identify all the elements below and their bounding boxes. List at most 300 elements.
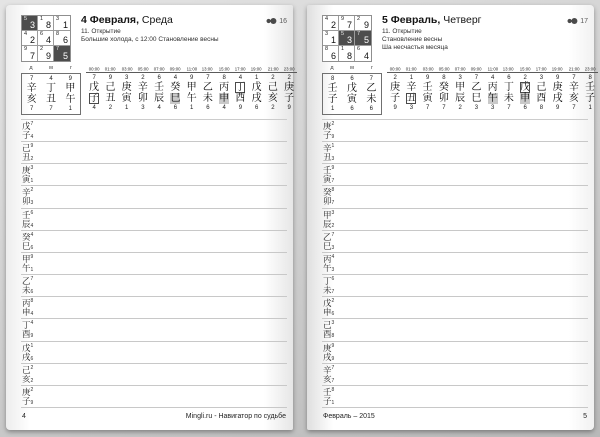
- star-main-number: 5: [62, 51, 68, 61]
- page-number: 5: [583, 413, 587, 420]
- star-small-number: 5: [24, 16, 28, 22]
- row-stem-number: 3: [331, 209, 335, 216]
- star-small-number: 3: [325, 31, 329, 37]
- pillar-bottom-number: 1: [68, 106, 72, 112]
- earthly-branch: 午: [323, 262, 332, 273]
- row-hour-pillar: [323, 122, 337, 140]
- planner-row: [21, 364, 287, 386]
- hour-bottom-number: 4: [157, 105, 161, 111]
- row-stem-number: 6: [331, 276, 335, 283]
- hour-column: [216, 74, 232, 112]
- star-main-number: 1: [330, 35, 336, 45]
- earthly-branch: 酉: [22, 329, 31, 340]
- row-branch: [323, 397, 337, 406]
- planner-row: [322, 275, 588, 297]
- heavenly-stem: 己: [323, 320, 332, 331]
- hour-top-number: 9: [108, 75, 113, 81]
- hours-group: [86, 65, 297, 114]
- star-main-number: 1: [62, 20, 68, 30]
- flying-star-cell: [339, 46, 355, 61]
- row-stem-number: 9: [331, 342, 335, 349]
- hour-column: [582, 74, 598, 112]
- row-branch-number: 2: [331, 222, 335, 229]
- pillar-label: м: [49, 65, 53, 71]
- heavenly-stem: 甲: [186, 82, 197, 93]
- planner-rows: [21, 119, 287, 408]
- hour-times: [387, 65, 598, 73]
- row-stem-number: 1: [331, 143, 335, 150]
- hour-top-number: 8: [222, 75, 226, 81]
- hour-top-number: 4: [490, 75, 495, 81]
- lunar-day: [266, 13, 287, 25]
- planner-row: [322, 297, 588, 319]
- row-branch-number: 1: [331, 399, 335, 406]
- planner-row: [322, 386, 588, 408]
- hour-bottom-number: 7: [442, 105, 446, 111]
- date-label: 5 Февраль,: [382, 14, 441, 26]
- star-main-number: 6: [62, 35, 68, 45]
- star-main-number: 5: [363, 35, 369, 45]
- heavenly-stem: 壬: [585, 82, 596, 93]
- star-small-number: 8: [325, 46, 329, 52]
- earthly-branch: 巳: [170, 93, 181, 104]
- heavenly-stem: 癸: [170, 82, 181, 93]
- day-month-year-pillars: [21, 73, 81, 115]
- pillar-column: [342, 75, 361, 113]
- lunar-day-number: 17: [580, 17, 588, 25]
- row-hour-pillar: [323, 299, 337, 317]
- hour-bottom-number: 4: [92, 105, 96, 111]
- pillar-column: [22, 75, 41, 113]
- hour-time-label: 13:00: [202, 67, 213, 72]
- hour-top-number: 7: [474, 75, 479, 81]
- pillar-label: м: [350, 65, 354, 71]
- page-content: [6, 5, 293, 430]
- pillar-label: г: [370, 65, 373, 71]
- row-branch-number: 4: [30, 311, 34, 318]
- hour-column: [151, 74, 167, 112]
- flying-star-cell: [355, 46, 371, 61]
- flying-star-cell: [38, 46, 54, 61]
- flying-star-cell: [355, 16, 371, 31]
- hour-bottom-number: 7: [425, 105, 430, 111]
- star-small-number: 2: [40, 46, 44, 52]
- earthly-branch: 申: [22, 307, 31, 318]
- star-small-number: 3: [56, 16, 60, 22]
- hour-bottom-number: 2: [458, 105, 462, 111]
- row-stem-number: 2: [30, 187, 34, 194]
- earthly-branch: 卯: [137, 93, 148, 104]
- earthly-branch: 子: [390, 93, 401, 104]
- star-main-number: 8: [346, 51, 352, 61]
- heavenly-stem: 乙: [202, 82, 213, 93]
- row-hour-pillar: [323, 344, 337, 362]
- pillar-label: г: [69, 65, 72, 71]
- row-branch-number: 6: [331, 311, 335, 318]
- row-branch-number: 2: [30, 156, 34, 163]
- row-branch: [22, 175, 36, 184]
- earthly-branch: 午: [65, 94, 76, 105]
- earthly-branch: 辰: [323, 218, 332, 229]
- star-small-number: 4: [325, 16, 329, 22]
- hour-column: [200, 74, 216, 112]
- pillar-top-number: 7: [29, 76, 34, 82]
- page-left: [6, 5, 293, 430]
- heavenly-stem: 戊: [520, 82, 531, 93]
- flying-star-square: [21, 15, 71, 62]
- hour-bottom-number: 7: [572, 105, 576, 111]
- row-hour-pillar: [22, 144, 36, 162]
- row-stem-number: 8: [331, 187, 335, 194]
- star-main-number: 9: [45, 51, 51, 61]
- hour-column: [517, 74, 533, 112]
- row-hour-pillar: [22, 233, 36, 251]
- hour-time-label: 09:00: [170, 67, 181, 72]
- page-title: [382, 14, 567, 26]
- flying-star-square: [322, 15, 372, 62]
- hour-column: [135, 74, 151, 112]
- row-stem-number: 9: [30, 253, 34, 260]
- earthly-branch: 卯: [438, 93, 449, 104]
- hour-time-label: 17:00: [535, 67, 547, 72]
- hour-top-number: 3: [539, 75, 544, 81]
- flying-star-cell: [22, 31, 38, 46]
- row-branch-number: 9: [331, 355, 335, 362]
- planner-row: [322, 364, 588, 386]
- hour-column: [249, 74, 265, 112]
- hour-time-label: 11:00: [487, 67, 498, 72]
- hours-group: [387, 65, 598, 114]
- earthly-branch: 酉: [323, 329, 332, 340]
- earthly-branch: 丑: [105, 93, 116, 104]
- pillar-top-number: 8: [330, 76, 335, 82]
- heavenly-stem: 辛: [323, 143, 332, 154]
- row-branch: [323, 197, 337, 206]
- pillar-column: [362, 75, 381, 113]
- hour-column: [468, 74, 484, 112]
- pillar-bottom-number: 7: [29, 106, 34, 112]
- pillar-bottom-number: 7: [49, 106, 53, 112]
- planner-row: [21, 142, 287, 164]
- pillar-column: [61, 75, 80, 113]
- earthly-branch: 寅: [346, 94, 357, 105]
- heavenly-stem: 乙: [22, 276, 31, 287]
- hour-top-number: 6: [507, 75, 511, 81]
- pillar-label: д: [330, 65, 334, 71]
- row-branch-number: 6: [30, 289, 34, 296]
- heavenly-stem: 己: [536, 82, 547, 93]
- planner-row: [322, 120, 588, 142]
- row-branch-number: 3: [331, 244, 335, 251]
- planner-row: [21, 253, 287, 275]
- heavenly-stem: 甲: [65, 83, 76, 94]
- planner-row: [21, 164, 287, 186]
- hour-top-number: 4: [173, 75, 178, 81]
- heavenly-stem: 辛: [26, 83, 37, 94]
- star-main-number: 3: [346, 35, 352, 45]
- day-month-year-pillars: [322, 73, 382, 115]
- hour-time-label: 01:00: [406, 67, 417, 72]
- row-stem-number: 2: [331, 121, 335, 127]
- row-hour-pillar: [323, 388, 337, 406]
- flying-star-cell: [54, 16, 70, 31]
- pillar-bottom-number: 1: [330, 106, 335, 112]
- day-notes: [81, 28, 266, 44]
- hour-time-label: 21:00: [267, 67, 279, 72]
- row-branch: [22, 242, 36, 251]
- row-hour-pillar: [22, 277, 36, 295]
- row-stem-number: 2: [30, 364, 34, 371]
- planner-row: [21, 342, 287, 364]
- heavenly-stem: 丁: [22, 320, 31, 331]
- row-branch-number: 3: [30, 200, 34, 207]
- heavenly-stem: 壬: [323, 386, 332, 397]
- row-hour-pillar: [22, 255, 36, 273]
- hour-column: [387, 74, 403, 112]
- hour-pillars-table: [21, 65, 295, 114]
- dmy-pillars-group: [21, 65, 81, 114]
- row-branch-number: 4: [30, 134, 34, 140]
- heavenly-stem: 己: [22, 143, 31, 154]
- flying-star-cell: [22, 16, 38, 31]
- flying-star-cell: [339, 16, 355, 31]
- page-header: [322, 13, 588, 65]
- hour-time-label: 21:00: [568, 67, 580, 72]
- hour-columns: [86, 73, 297, 112]
- hour-column: [566, 74, 582, 112]
- earthly-branch: 酉: [536, 93, 547, 104]
- flying-star-cell: [339, 31, 355, 46]
- star-small-number: 9: [24, 46, 28, 52]
- hour-time-label: 15:00: [218, 67, 230, 72]
- hour-time-label: 05:00: [438, 67, 450, 72]
- dmy-pillars-group: [322, 65, 382, 114]
- row-hour-pillar: [22, 321, 36, 339]
- star-main-number: 9: [363, 20, 369, 30]
- heavenly-stem: 辛: [323, 364, 332, 375]
- hour-column: [403, 74, 419, 112]
- row-hour-pillar: [323, 211, 337, 229]
- row-hour-pillar: [22, 166, 36, 184]
- planner-row: [322, 164, 588, 186]
- row-branch-number: 7: [331, 178, 335, 185]
- earthly-branch: 子: [22, 395, 31, 406]
- moon-phase-icon: [567, 17, 578, 25]
- pillar-column: [323, 75, 342, 113]
- star-small-number: 7: [357, 31, 361, 37]
- pillar-labels: [322, 65, 382, 73]
- earthly-branch: 丑: [406, 93, 417, 104]
- star-small-number: 9: [341, 16, 345, 22]
- hour-column: [501, 74, 517, 112]
- planner-row: [322, 231, 588, 253]
- star-small-number: 5: [341, 31, 345, 37]
- heavenly-stem: 壬: [154, 82, 165, 93]
- star-main-number: 2: [330, 20, 336, 30]
- planner-row: [322, 342, 588, 364]
- row-hour-pillar: [323, 166, 337, 184]
- hour-bottom-number: 2: [108, 105, 113, 111]
- pillar-bottom-number: 6: [369, 106, 373, 112]
- hour-top-number: 9: [555, 75, 560, 81]
- planner-row: [322, 209, 588, 231]
- hour-top-number: 7: [92, 75, 96, 81]
- hour-time-label: 00:00: [389, 67, 401, 72]
- row-hour-pillar: [323, 188, 337, 206]
- row-branch: [323, 242, 337, 251]
- pillar-bottom-number: 6: [350, 106, 354, 112]
- heavenly-stem: 庚: [121, 82, 132, 93]
- hour-bottom-number: 4: [222, 105, 226, 111]
- flying-star-cell: [355, 31, 371, 46]
- heavenly-stem: 壬: [422, 82, 433, 93]
- row-branch: [323, 153, 337, 162]
- hour-time-label: 05:00: [137, 67, 149, 72]
- hour-column: [281, 74, 297, 112]
- row-branch: [323, 264, 337, 273]
- heavenly-stem: 辛: [406, 82, 417, 93]
- hour-time-label: 09:00: [471, 67, 482, 72]
- heavenly-stem: 壬: [323, 165, 332, 176]
- day-note-line: Большие холода, с 12:00 Становление весны: [81, 36, 219, 43]
- earthly-branch: 子: [323, 130, 332, 140]
- earthly-branch: 辰: [154, 93, 165, 104]
- row-branch: [22, 197, 36, 206]
- row-hour-pillar: [22, 344, 36, 362]
- hour-bottom-number: 3: [409, 105, 414, 111]
- row-branch: [22, 308, 36, 317]
- earthly-branch: 未: [366, 94, 377, 105]
- planner-row: [21, 186, 287, 208]
- star-main-number: 4: [363, 51, 369, 61]
- heavenly-stem: 丙: [323, 253, 332, 264]
- heavenly-stem: 丁: [323, 276, 332, 287]
- star-small-number: 6: [40, 31, 44, 37]
- heavenly-stem: 己: [267, 82, 278, 93]
- row-branch: [22, 397, 36, 406]
- row-branch-number: 7: [331, 377, 335, 384]
- row-stem-number: 7: [331, 364, 335, 371]
- lunar-day-number: 16: [279, 17, 287, 25]
- hour-top-number: 2: [287, 75, 291, 81]
- earthly-branch: 丑: [22, 152, 31, 163]
- row-stem-number: 8: [331, 386, 335, 393]
- row-branch-number: 7: [331, 289, 335, 296]
- hour-pillars-table: [322, 65, 596, 114]
- flying-star-cell: [323, 31, 339, 46]
- pillar-top-number: 6: [350, 76, 354, 82]
- earthly-branch: 申: [520, 93, 531, 104]
- row-branch: [22, 330, 36, 339]
- row-branch: [323, 308, 337, 317]
- row-branch-number: 1: [30, 266, 34, 273]
- heavenly-stem: 庚: [323, 342, 332, 353]
- flying-star-cell: [323, 16, 339, 31]
- hour-column: [102, 74, 118, 112]
- pillar-top-number: 7: [369, 76, 373, 82]
- heavenly-stem: 乙: [323, 231, 332, 242]
- heavenly-stem: 庚: [22, 386, 31, 397]
- heavenly-stem: 丁: [503, 82, 514, 93]
- heavenly-stem: 戊: [251, 82, 262, 93]
- heavenly-stem: 癸: [323, 187, 332, 198]
- planner-row: [21, 386, 287, 408]
- row-stem-number: 4: [30, 231, 34, 238]
- row-hour-pillar: [323, 144, 337, 162]
- row-stem-number: 4: [331, 253, 335, 260]
- earthly-branch: 子: [22, 130, 31, 140]
- earthly-branch: 子: [89, 93, 100, 104]
- day-note-line: 11. Открытие: [81, 28, 121, 35]
- row-branch: [22, 286, 36, 295]
- heavenly-stem: 癸: [438, 82, 449, 93]
- star-small-number: 1: [40, 16, 44, 22]
- hour-time-label: 23:00: [584, 67, 596, 72]
- star-small-number: 1: [341, 46, 345, 52]
- hour-bottom-number: 1: [124, 105, 129, 111]
- heavenly-stem: 丁: [45, 83, 56, 94]
- earthly-branch: 酉: [235, 93, 246, 104]
- hour-bottom-number: 7: [507, 105, 511, 111]
- row-branch-number: 3: [331, 156, 335, 163]
- header-text: [382, 13, 567, 52]
- flying-star-cell: [54, 46, 70, 61]
- pillar-top-number: 4: [49, 76, 53, 82]
- hour-bottom-number: 6: [206, 105, 210, 111]
- heavenly-stem: 戊: [89, 82, 100, 93]
- earthly-branch: 巳: [471, 93, 482, 104]
- row-stem-number: 9: [331, 165, 335, 172]
- hour-bottom-number: 9: [238, 105, 243, 111]
- earthly-branch: 午: [487, 93, 498, 104]
- row-branch: [22, 220, 36, 229]
- hour-column: [232, 74, 248, 112]
- flying-star-cell: [38, 31, 54, 46]
- row-branch: [323, 131, 337, 140]
- hour-top-number: 1: [409, 75, 414, 81]
- heavenly-stem: 戊: [22, 342, 31, 353]
- earthly-branch: 亥: [22, 373, 31, 384]
- hour-column: [184, 74, 200, 112]
- earthly-branch: 辰: [455, 93, 466, 104]
- row-branch-number: 8: [331, 333, 335, 340]
- heavenly-stem: 壬: [327, 83, 338, 94]
- pillar-labels: [21, 65, 81, 73]
- star-main-number: 7: [346, 20, 352, 30]
- hour-time-label: 19:00: [552, 67, 563, 72]
- earthly-branch: 戌: [323, 351, 332, 362]
- heavenly-stem: 庚: [390, 82, 401, 93]
- planner-row: [21, 297, 287, 319]
- row-stem-number: 6: [30, 209, 34, 216]
- earthly-branch: 戌: [552, 93, 563, 104]
- star-main-number: 2: [29, 35, 35, 45]
- hour-top-number: 3: [124, 75, 129, 81]
- earthly-branch: 子: [585, 93, 596, 104]
- star-small-number: 8: [56, 31, 60, 37]
- hour-time-label: 03:00: [422, 67, 434, 72]
- earthly-branch: 寅: [121, 93, 132, 104]
- planner-row: [322, 142, 588, 164]
- hour-bottom-number: 1: [588, 105, 592, 111]
- hour-column: [86, 74, 102, 112]
- hour-times: [86, 65, 297, 73]
- earthly-branch: 未: [22, 285, 31, 296]
- row-branch: [323, 375, 337, 384]
- row-hour-pillar: [22, 188, 36, 206]
- day-note-line: Становление весны: [382, 36, 443, 43]
- row-stem-number: 7: [30, 276, 34, 283]
